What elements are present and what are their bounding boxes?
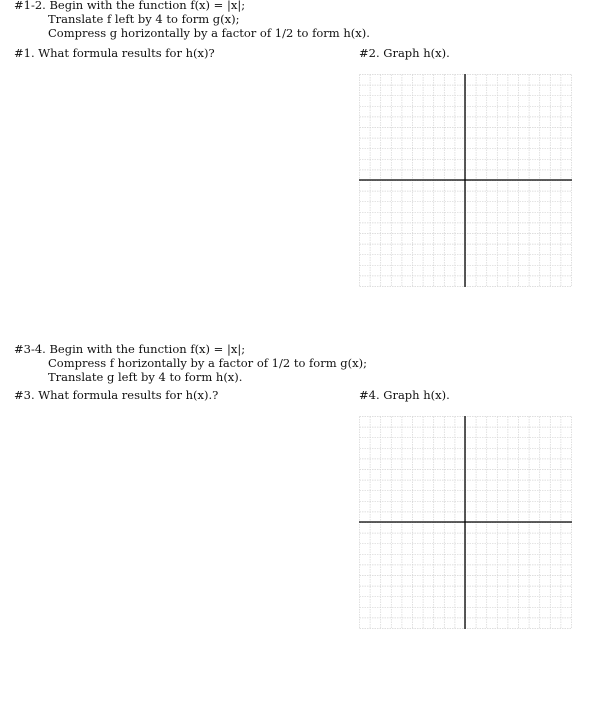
problem-1-header: #1-2. Begin with the function f(x) = |x|;: [14, 0, 246, 12]
graph-grid-2[interactable]: [359, 416, 572, 629]
question-2-graph: #2. Graph h(x).: [359, 46, 450, 60]
problem-1-step-1: Translate f left by 4 to form g(x);: [48, 12, 240, 26]
coordinate-plane-2[interactable]: [359, 416, 572, 629]
question-4-graph: #4. Graph h(x).: [359, 388, 450, 402]
coordinate-plane-1[interactable]: [359, 74, 572, 287]
problem-1-step-2: Compress g horizontally by a factor of 1/2 to form h(x).: [48, 26, 370, 40]
problem-2-header: #3-4. Begin with the function f(x) = |x|;: [14, 342, 246, 356]
question-1-formula: #1. What formula results for h(x)?: [14, 46, 215, 60]
problem-2-step-1: Compress f horizontally by a factor of 1/2 to form g(x);: [48, 356, 367, 370]
graph-grid-1[interactable]: [359, 74, 572, 287]
problem-2-step-2: Translate g left by 4 to form h(x).: [48, 370, 243, 384]
question-3-formula: #3. What formula results for h(x).?: [14, 388, 219, 402]
